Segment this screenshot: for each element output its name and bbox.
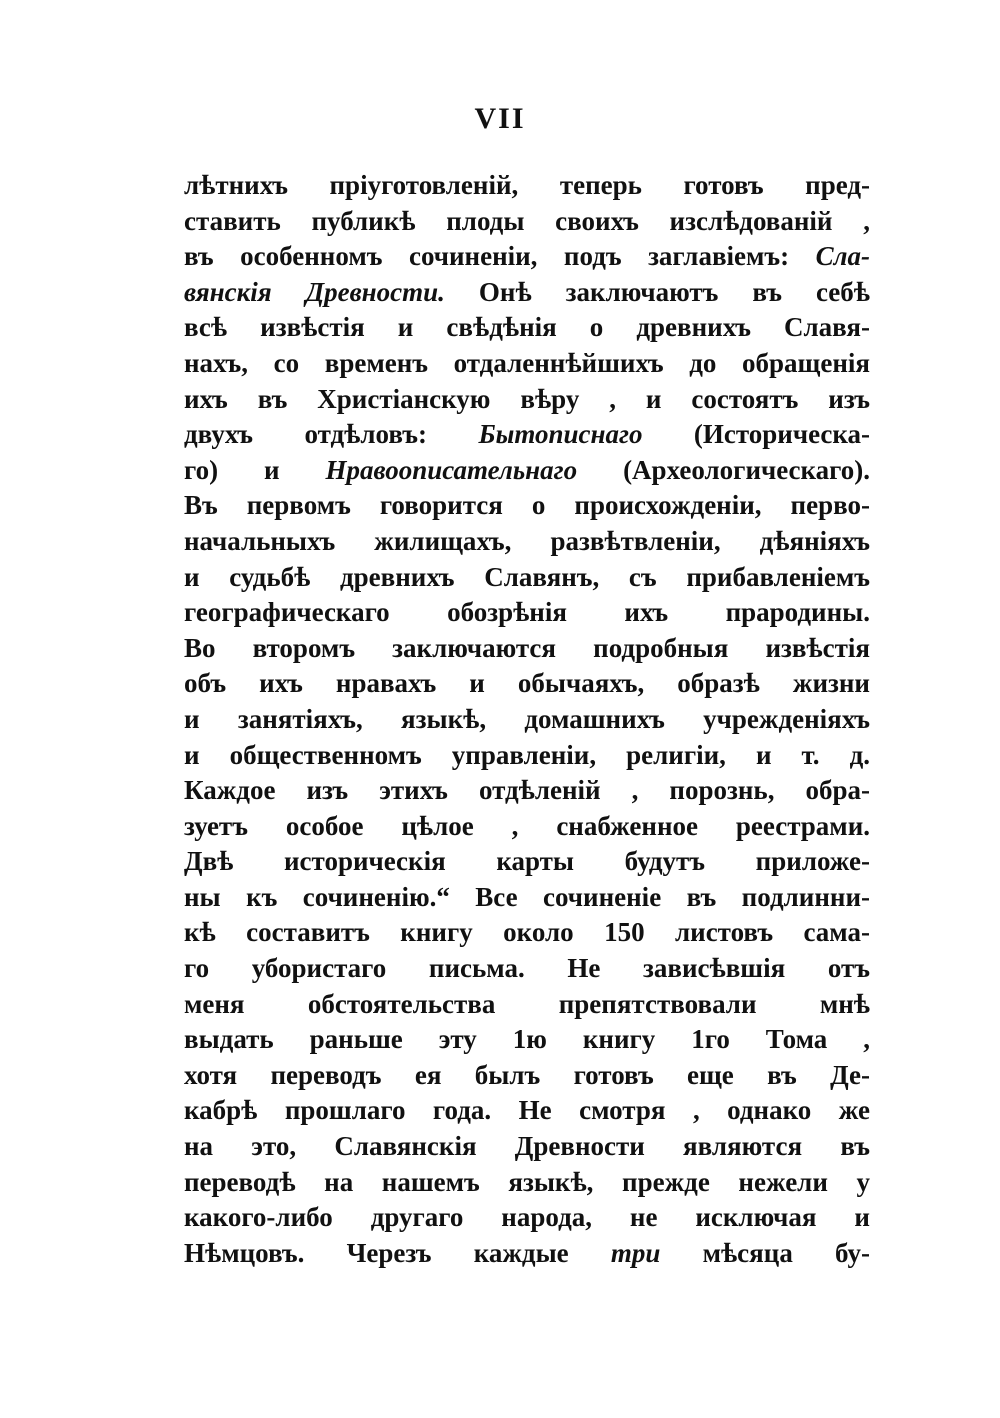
text-line — [184, 1165, 870, 1201]
text-line — [184, 844, 870, 880]
text-line — [184, 275, 870, 311]
italic-text: Сла- — [815, 241, 870, 272]
text-segment: (Археологическаго). — [577, 454, 870, 485]
text-segment: объ ихъ нравахъ и обычаяхъ, образѣ жизни — [184, 668, 870, 699]
text-line — [184, 168, 870, 204]
text-line — [184, 631, 870, 667]
text-segment: на это, Славянскія Древности являются въ — [184, 1131, 870, 1162]
text-line — [184, 1022, 870, 1058]
text-line — [184, 560, 870, 596]
text-line — [184, 666, 870, 702]
text-segment: мѣсяца бу- — [660, 1237, 870, 1268]
text-line — [184, 987, 870, 1023]
text-segment: Во второмъ заключаются подробныя извѣстія — [184, 632, 870, 663]
text-segment: переводѣ на нашемъ языкѣ, прежде нежели у — [184, 1166, 870, 1197]
text-segment: начальныхъ жилищахъ, развѣтвленіи, дѣяніяхъ — [184, 525, 870, 556]
text-line — [184, 1093, 870, 1129]
text-segment: ны къ сочиненію.“ Все сочиненіе въ подлинни- — [184, 881, 870, 912]
text-segment: го убористаго письма. Не зависѣвшія отъ — [184, 953, 870, 984]
text-segment: и судьбѣ древнихъ Славянъ, съ прибавленіемъ — [184, 561, 870, 592]
text-segment: и общественномъ управленіи, религіи, и т. д. — [184, 739, 870, 770]
text-line — [184, 524, 870, 560]
text-segment: (Историческа- — [642, 419, 871, 450]
text-line — [184, 488, 870, 524]
text-line — [184, 773, 870, 809]
page-number: VII — [474, 102, 526, 135]
text-line — [184, 239, 870, 275]
text-segment: и занятіяхъ, языкѣ, домашнихъ учрежденіяхъ — [184, 703, 870, 734]
text-line — [184, 382, 870, 418]
text-segment: Двѣ историческія карты будутъ приложе- — [184, 846, 870, 877]
text-segment: всѣ извѣстія и свѣдѣнія о древнихъ Славя- — [184, 312, 870, 343]
text-segment: хотя переводъ ея былъ готовъ еще въ Де- — [184, 1059, 870, 1090]
text-line — [184, 453, 870, 489]
text-segment: Въ первомъ говорится о происхожденіи, перво- — [184, 490, 870, 521]
text-line — [184, 809, 870, 845]
text-line — [184, 417, 870, 453]
text-segment: лѣтнихъ пріуготовленій, теперь готовъ пред- — [184, 170, 870, 200]
text-segment: въ особенномъ сочиненіи, подъ заглавіемъ: — [184, 241, 816, 272]
text-line — [184, 702, 870, 738]
text-line — [184, 1200, 870, 1236]
text-segment: Каждое изъ этихъ отдѣленій , порознь, обра- — [184, 775, 870, 806]
text-line — [184, 915, 870, 951]
text-line — [184, 880, 870, 916]
italic-text: Бытописнаго — [478, 419, 643, 450]
text-line — [184, 1058, 870, 1094]
text-segment: нахъ, со временъ отдаленнѣйшихъ до обращенія — [184, 347, 870, 378]
text-line — [184, 204, 870, 240]
text-line — [184, 595, 870, 631]
text-segment: ставить публикѣ плоды своихъ изслѣдованій , — [184, 205, 870, 236]
text-segment: Нѣмцовъ. Черезъ каждые — [184, 1237, 611, 1268]
text-segment: меня обстоятельства препятствовали мнѣ — [184, 988, 870, 1019]
text-segment: ихъ въ Христіанскую вѣру , и состоятъ изъ — [184, 383, 870, 414]
body-text — [184, 168, 870, 1271]
text-segment: го) и — [184, 454, 326, 485]
italic-text: три — [610, 1237, 661, 1268]
text-line — [184, 310, 870, 346]
text-segment: кѣ составитъ книгу около 150 листовъ сама- — [184, 917, 870, 948]
text-segment: двухъ отдѣловъ: — [184, 419, 479, 450]
italic-text: Нравоописательнаго — [325, 454, 578, 485]
text-segment: выдать раньше эту 1ю книгу 1го Тома , — [184, 1024, 870, 1055]
text-line — [184, 951, 870, 987]
italic-text: вянскія Древности. — [184, 276, 445, 307]
text-line — [184, 1236, 870, 1272]
text-line — [184, 346, 870, 382]
text-segment: какого-либо другаго народа, не исключая и — [184, 1202, 870, 1233]
text-line — [184, 738, 870, 774]
text-segment: Онѣ заключаютъ въ себѣ — [444, 276, 870, 307]
text-segment: географическаго обозрѣнія ихъ прародины. — [184, 597, 870, 628]
text-segment: зуетъ особое цѣлое , снабженное реестрами. — [184, 810, 870, 841]
text-segment: кабрѣ прошлаго года. Не смотря , однако же — [184, 1095, 870, 1126]
text-line — [184, 1129, 870, 1165]
